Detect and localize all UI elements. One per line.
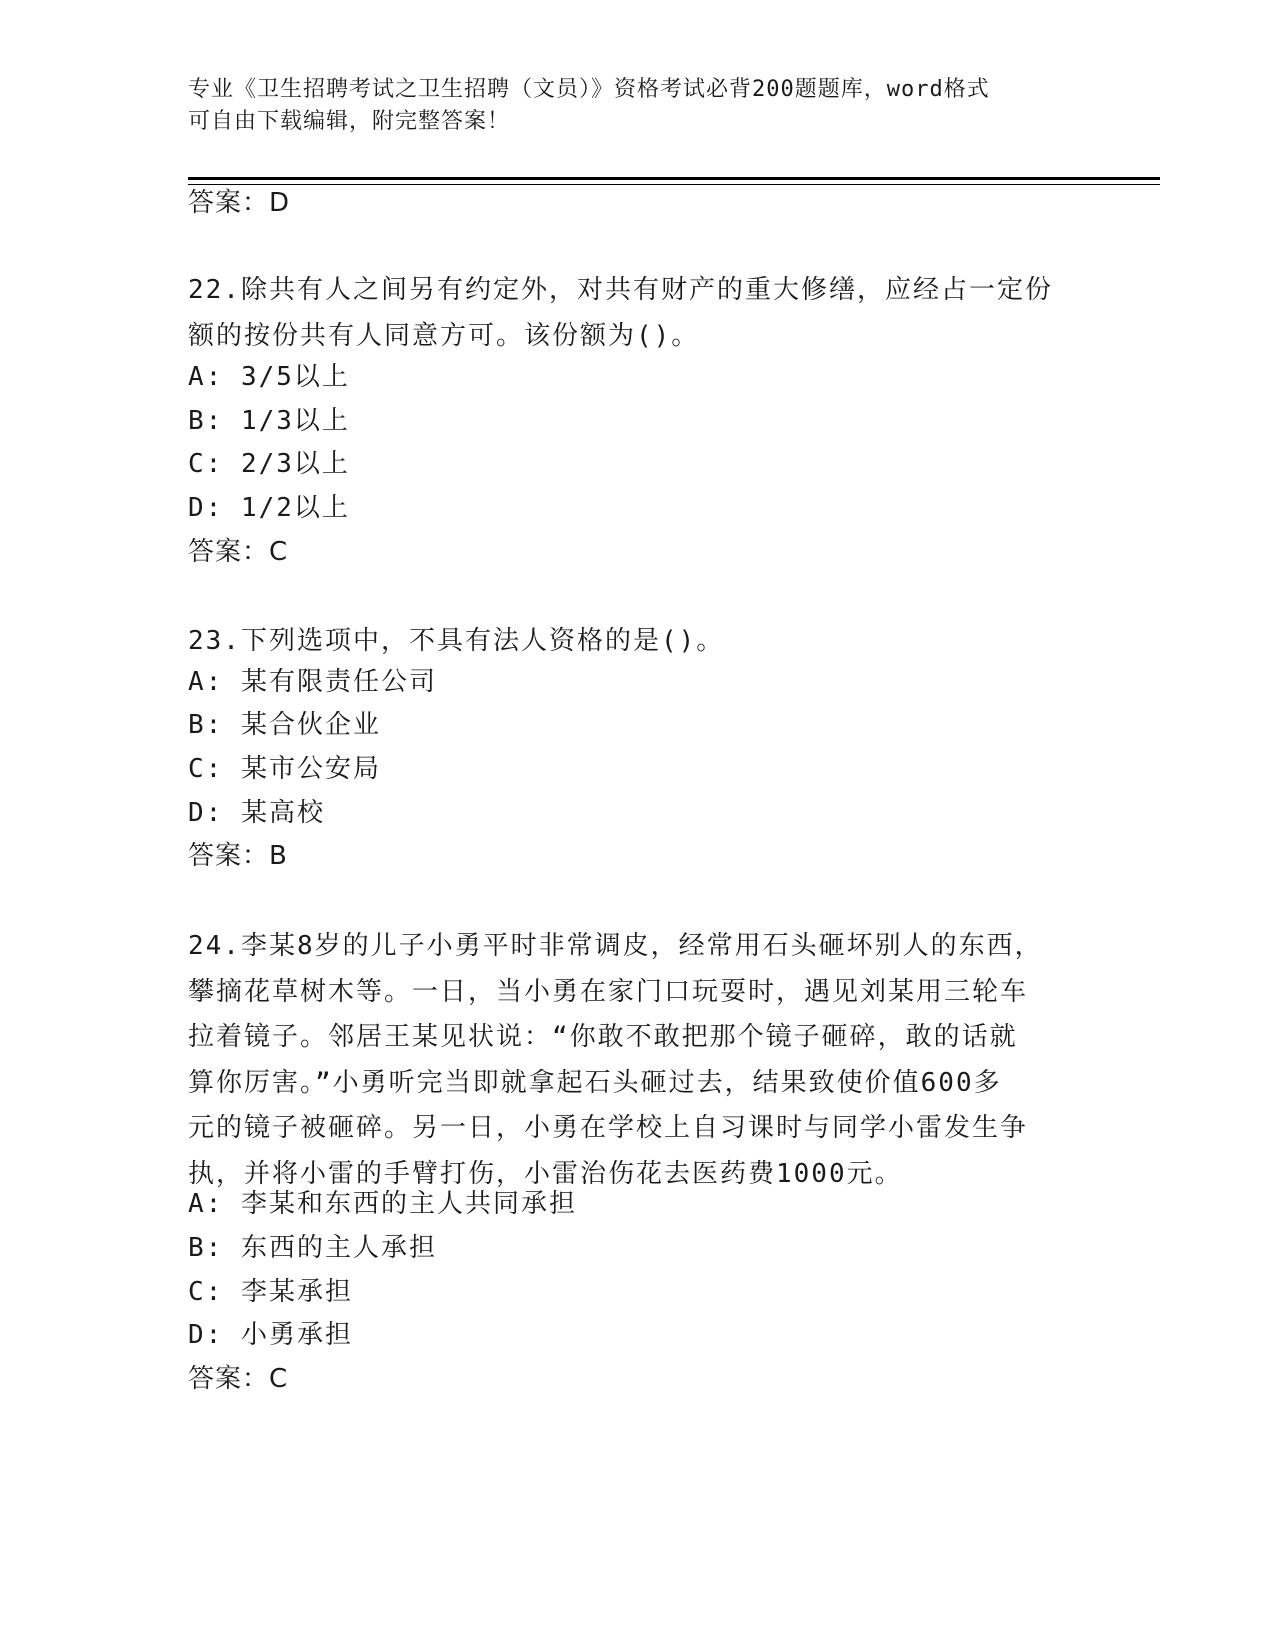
header-divider-thick [188, 177, 1160, 180]
question-23-answer: 答案：B [188, 841, 288, 871]
question-24-text [188, 924, 1088, 1197]
question-23-line: 23.下列选项中，不具有法人资格的是()。 [188, 626, 725, 656]
question-22-option-c: C: 2/3以上 [188, 449, 350, 479]
question-22-text [188, 268, 1088, 359]
question-22-line: 额的按份共有人同意方可。该份额为()。 [188, 320, 700, 351]
question-24-line: 执，并将小雷的手臂打伤，小雷治伤花去医药费1000元。 [188, 1158, 903, 1189]
question-23-option-c: C: 某市公安局 [188, 754, 381, 784]
previous-answer: 答案：D [188, 188, 291, 218]
question-23-option-d: D: 某高校 [188, 798, 325, 828]
question-22-answer: 答案：C [188, 537, 289, 567]
question-24-answer: 答案：C [188, 1364, 289, 1394]
question-22-option-d: D: 1/2以上 [188, 493, 350, 523]
question-22-option-a: A: 3/5以上 [188, 362, 350, 392]
question-24-line: 攀摘花草树木等。一日，当小勇在家门口玩耍时，遇见刘某用三轮车 [188, 976, 1029, 1007]
header-divider-thin [188, 184, 1160, 185]
question-22-option-b: B: 1/3以上 [188, 406, 350, 436]
question-24-line: 算你厉害。”小勇听完当即就拿起石头砸过去，结果致使价值600多 [188, 1067, 1002, 1098]
question-24-line: 拉着镜子。邻居王某见状说：“你敢不敢把那个镜子砸碎，敢的话就 [188, 1022, 1018, 1052]
question-24-option-d: D: 小勇承担 [188, 1320, 353, 1350]
question-24-option-c: C: 李某承担 [188, 1277, 353, 1307]
question-23-option-b: B: 某合伙企业 [188, 710, 381, 740]
question-23-text [188, 619, 1088, 665]
document-header [188, 74, 1088, 138]
header-line-2: 可自由下载编辑，附完整答案！ [188, 109, 511, 134]
question-24-option-a: A: 李某和东西的主人共同承担 [188, 1189, 577, 1219]
question-24-line: 24.李某8岁的儿子小勇平时非常调皮，经常用石头砸坏别人的东西， [188, 931, 1043, 961]
question-24-line: 元的镜子被砸碎。另一日，小勇在学校上自习课时与同学小雷发生争 [188, 1113, 1029, 1143]
question-23-option-a: A: 某有限责任公司 [188, 667, 437, 697]
header-line-1: 专业《卫生招聘考试之卫生招聘（文员）》资格考试必背200题题库，word格式 [188, 77, 990, 102]
question-24-option-b: B: 东西的主人承担 [188, 1233, 437, 1263]
question-22-line: 22.除共有人之间另有约定外，对共有财产的重大修缮，应经占一定份 [188, 275, 1053, 305]
